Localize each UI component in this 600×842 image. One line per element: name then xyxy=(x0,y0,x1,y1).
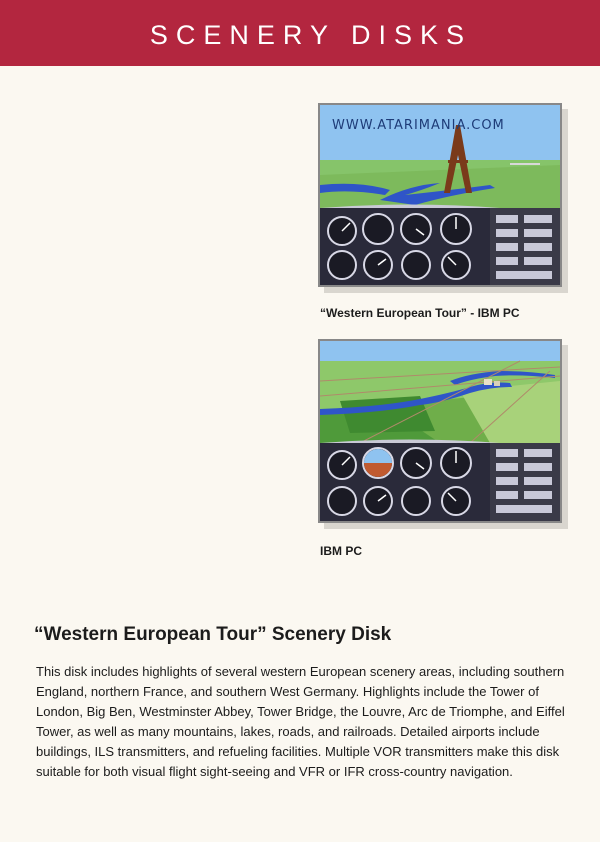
watermark-text: WWW.ATARIMANIA.COM xyxy=(332,118,505,133)
screenshot-eiffel-tower xyxy=(318,103,562,287)
body-paragraph: This disk includes highlights of several western European scenery areas, including southern England, northern France, and southern West Germany. Highlights include the Tower of London, Big Ben, Westminster Abbey, Tower Bridge, the Louvre, Arc de Triomphe, and Eiffel Tower, as well as many mountains, lakes, roads, and railroads. Detailed airports include buildings, ILS transmitters, and refueling facilities. Multiple VOR transmitters make this disk suitable for both visual flight sight-seeing and VFR or IFR cross-country navigation. xyxy=(36,664,565,779)
page-title: SCENERY DISKS xyxy=(149,20,472,50)
screenshot-caption: “Western European Tour” - IBM PC xyxy=(320,306,520,320)
screenshot-countryside xyxy=(318,339,562,523)
section-body xyxy=(36,662,566,782)
section-heading: “Western European Tour” Scenery Disk xyxy=(34,624,392,645)
screenshot-caption: IBM PC xyxy=(320,544,362,558)
header-band xyxy=(0,0,600,66)
